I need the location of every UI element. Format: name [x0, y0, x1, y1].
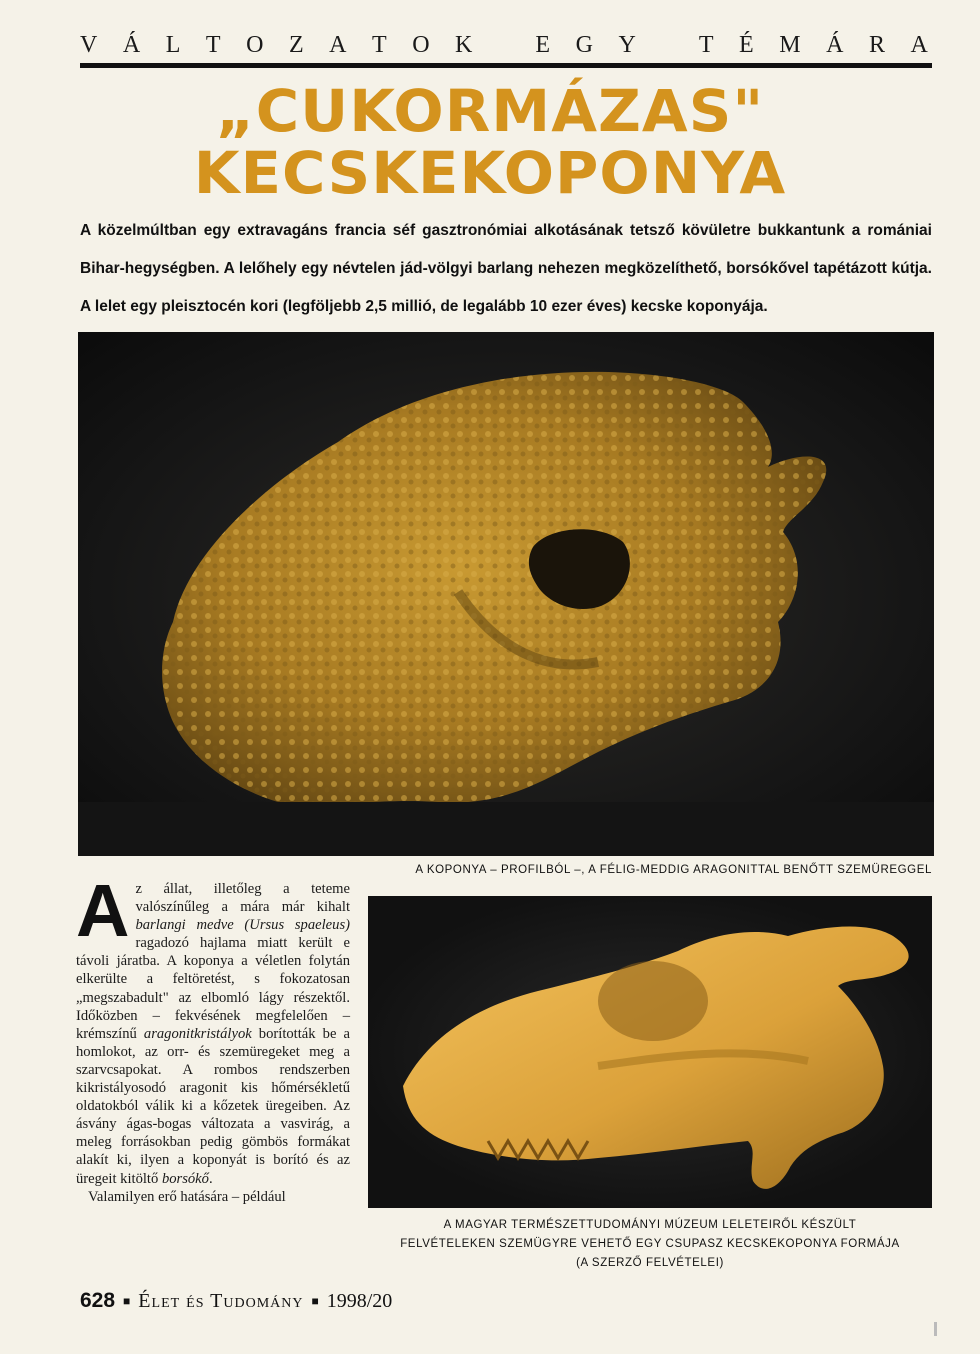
title-line-2: KECSKEKOPONYA [193, 139, 787, 207]
body-text-run: . [208, 1170, 213, 1187]
caption-photo-1: A KOPONYA – PROFILBÓL –, A FÉLIG-MEDDIG ARAGONITTAL BENŐTT SZEMÜREGGEL [415, 864, 932, 876]
caption-photo-2-line-1: A MAGYAR TERMÉSZETTUDOMÁNYI MÚZEUM LELETEIRŐL KÉSZÜLT [443, 1219, 857, 1231]
header-letter: É [739, 31, 756, 58]
header-letter: G [575, 31, 595, 58]
header-letter: Z [288, 31, 306, 58]
header-letter: L [165, 31, 183, 58]
issue-number: 1998/20 [326, 1289, 393, 1312]
header-letter: T [205, 31, 223, 58]
encrusted-skull-illustration [78, 332, 934, 856]
body-text-run: borították be a homlokot, az orr- és szemüregeket meg a szarvcsapokat. A rombos rendszerben kikristályosodó aragonit kis hőmérsékletű oldatokból válik ki a kőzetek üregeiben. Az ásvány ágas-bogas változata a vasvirág, a meleg forrásokban pedig gömbös formákat alakít ki, ilyen a koponyát is borító és az üregeit kitöltő [76, 1025, 350, 1187]
body-text-run: ragadozó hajlama miatt került e távoli járatba. A koponya a véletlen folytán elkerülte a feltöretést, s fokozatosan „megszabadult" az elbomló lágy részektől. Időközben – fekvésének megfelelően – krémszínű [76, 935, 350, 1042]
title-line-1: „CUKORMÁZAS" [215, 77, 765, 145]
separator-icon: ■ [123, 1293, 131, 1308]
eye-socket [598, 961, 708, 1041]
header-letter: O [246, 31, 266, 58]
caption-photo-2-line-3: (A SZERZŐ FELVÉTELEI) [576, 1257, 724, 1269]
body-italic-term: borsókő [161, 1170, 209, 1187]
body-italic-term: aragonitkristályok [143, 1025, 252, 1042]
header-letter: A [329, 31, 349, 58]
lead-paragraph: A közelmúltban egy extravagáns francia séf gasztronómiai alkotásának tetsző kövületre bukkantunk a romániai Bihar-hegységben. A lelőhely egy névtelen jád-völgyi barlang nehezen megközelíthető, borsókővel tapétázott kútja. A lelet egy pleisztocén kori (legföljebb 2,5 millió, de legalább 10 ezer éves) kecske koponyája. [80, 222, 932, 315]
body-italic-term: barlangi medve (Ursus spaeleus) [135, 917, 350, 934]
page-footer [80, 1288, 392, 1314]
header-letter: Y [618, 31, 638, 58]
header-letter: Á [122, 31, 143, 58]
article-title [0, 77, 980, 207]
header-letter: Á [826, 31, 846, 58]
photo-encrusted-skull [78, 332, 934, 856]
magazine-name: Élet és Tudomány [138, 1289, 304, 1312]
header-letter: M [779, 31, 803, 58]
article-body [76, 869, 350, 1206]
header-letter: T [698, 31, 716, 58]
header-rule [80, 63, 932, 68]
header-letter: K [455, 31, 475, 58]
body-text-run: z állat, illetőleg a teteme valószínűleg a mára már kihalt [135, 881, 350, 916]
header-letter: V [80, 31, 100, 58]
section-header [80, 30, 930, 60]
header-letter: A [910, 31, 930, 58]
header-letter: E [535, 31, 553, 58]
separator-icon: ■ [311, 1293, 319, 1308]
body-paragraph-2: Valamilyen erő hatására – például [88, 1188, 286, 1205]
header-letter: O [412, 31, 432, 58]
caption-photo-2-line-2: FELVÉTELEKEN SZEMÜGYRE VEHETŐ EGY CSUPASZ KECSKEKOPONYA FORMÁJA [400, 1238, 900, 1250]
bare-skull-illustration [368, 896, 932, 1208]
photo-bare-skull [368, 896, 932, 1208]
page-number: 628 [80, 1289, 116, 1312]
header-letter: R [868, 31, 887, 58]
header-letter: T [372, 31, 389, 58]
caption-photo-2 [368, 1216, 932, 1273]
drop-cap: A [76, 869, 130, 952]
edge-mark [934, 1322, 937, 1336]
